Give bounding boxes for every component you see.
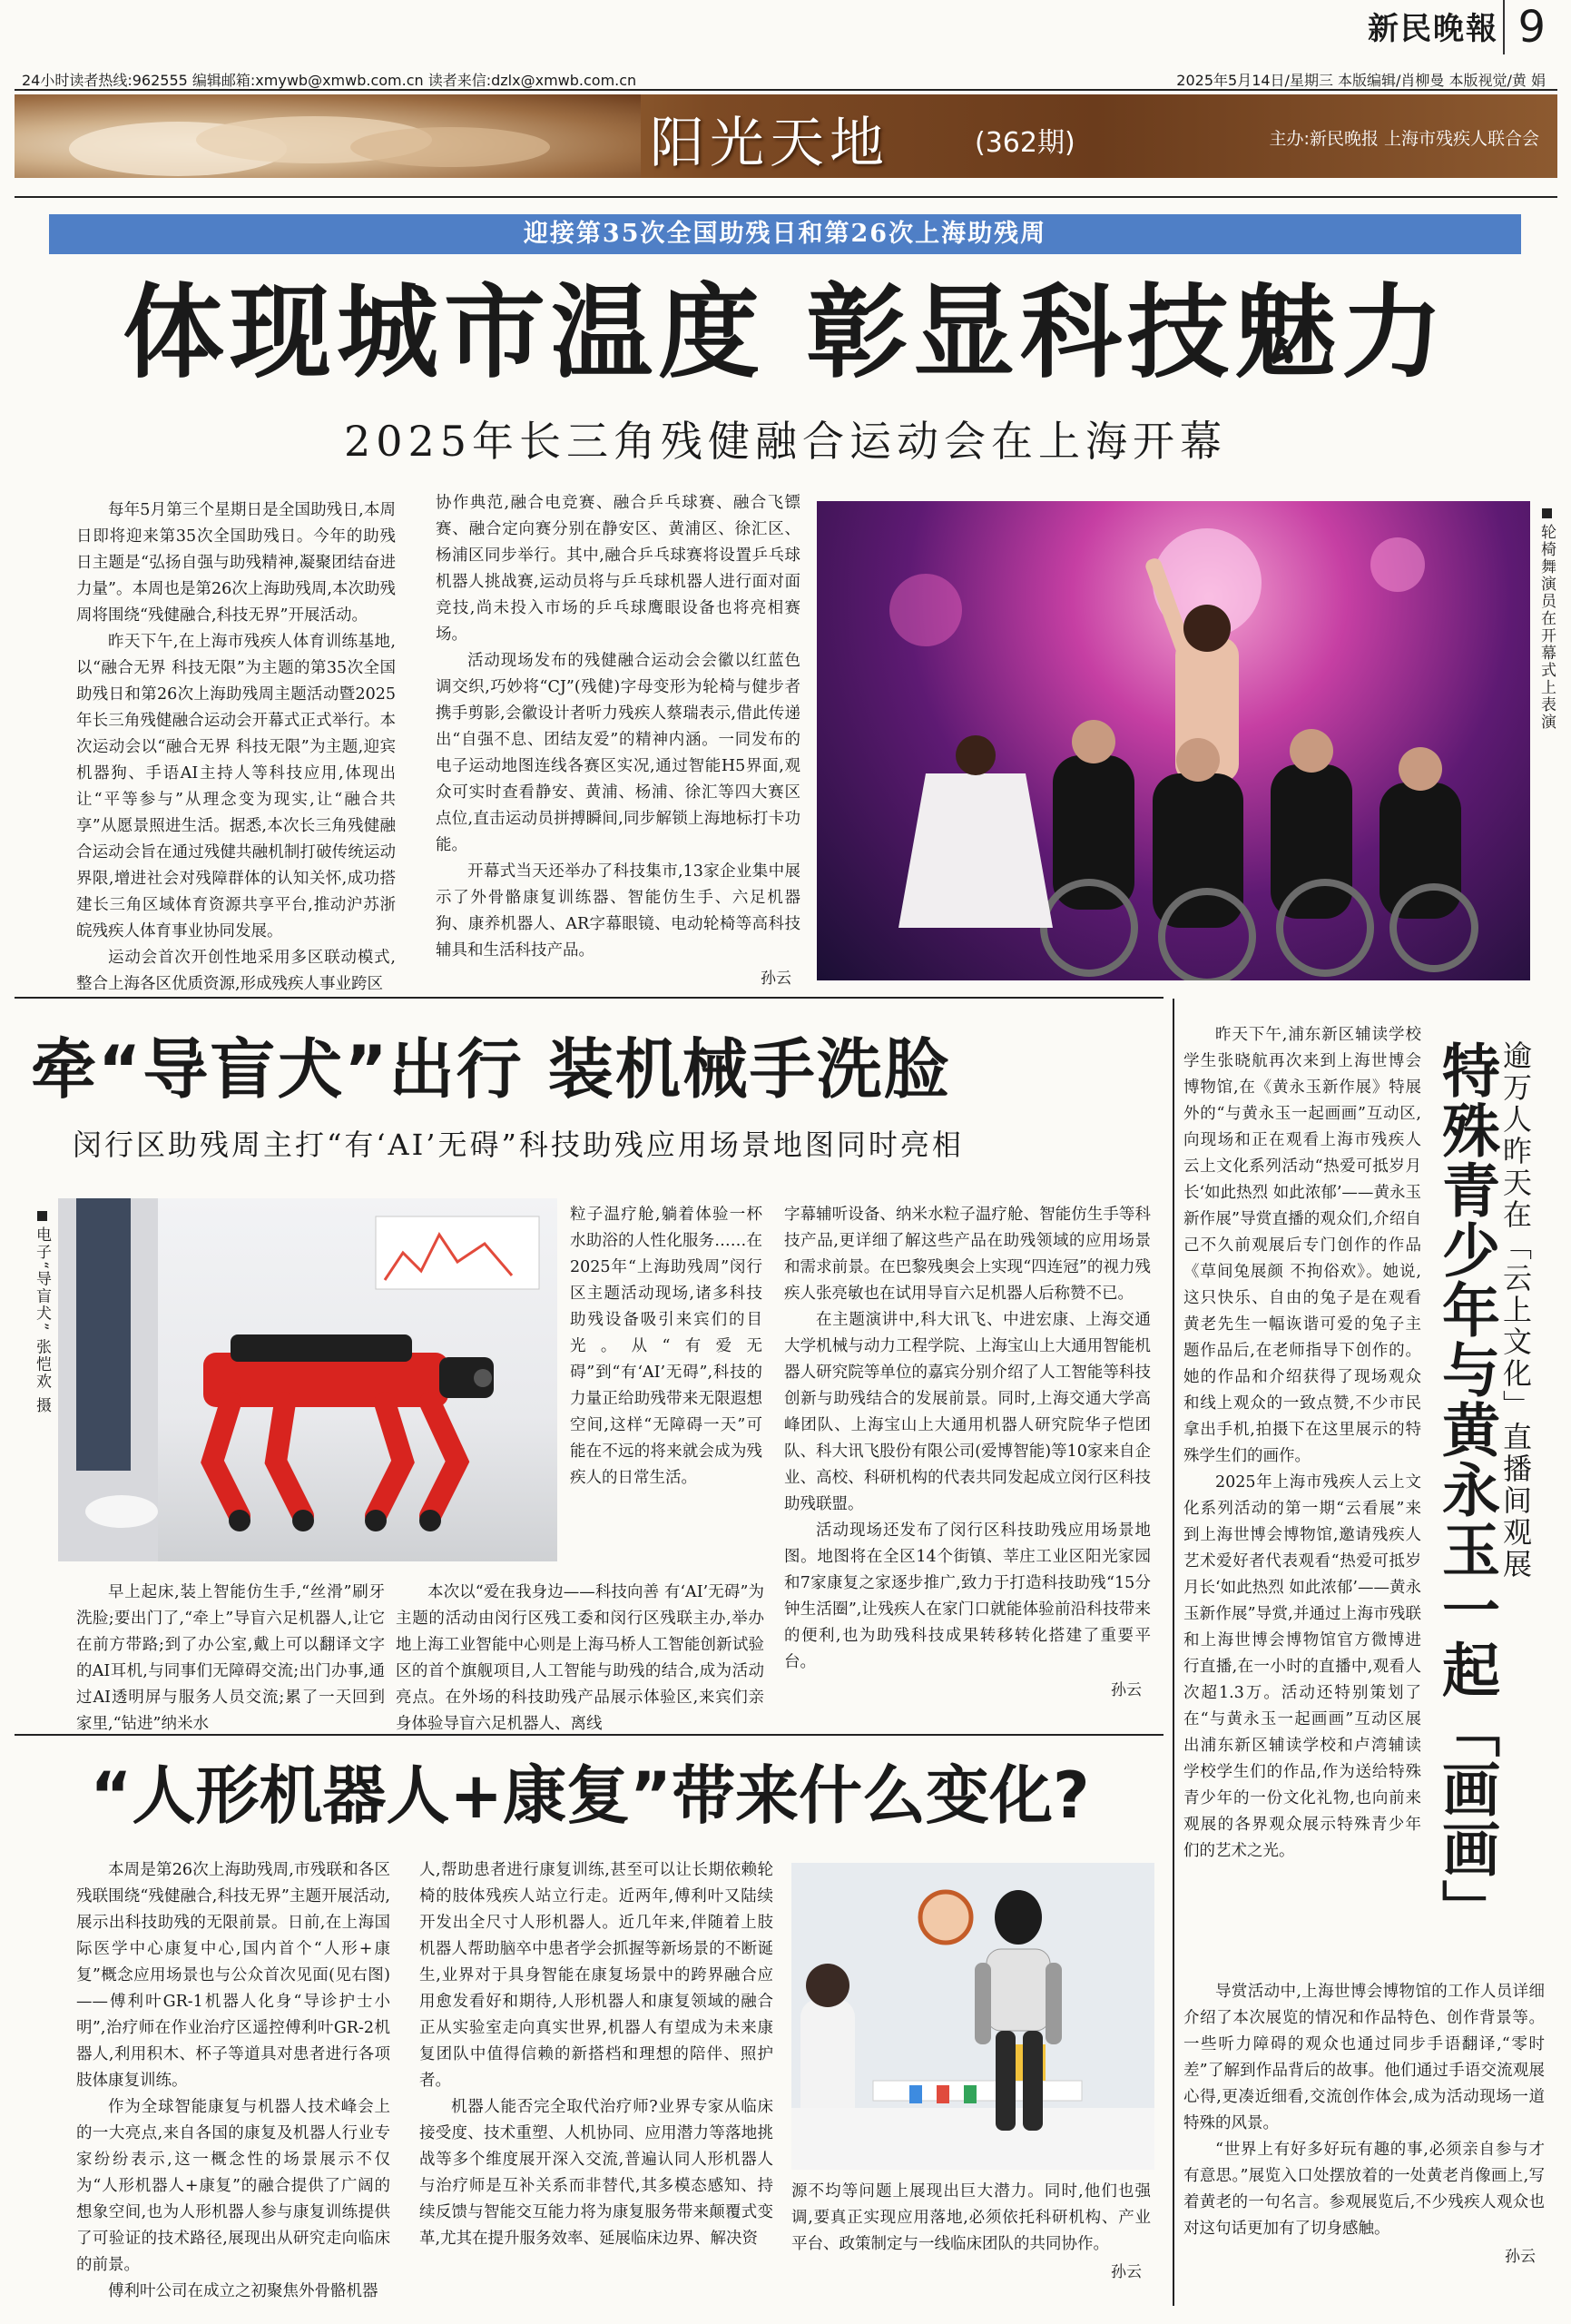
- article2-headline: 牵“导盲犬”出行 装机械手洗脸: [31, 1031, 951, 1108]
- date-line: 2025年5月14日/星期三 本版编辑/肖柳曼 本版视觉/黄 娟: [1176, 72, 1546, 89]
- article1-credit: 孙云: [761, 970, 791, 988]
- paragraph: 活动现场还发布了闵行区科技助残应用场景地图。地图将在全区14个街镇、莘庄工业区阳光家园和7家康复之家逐步推广,致力于打造科技助残“15分钟生活圈”,让残疾人在家门口就能体验前沿科技带来的便利,也为助残科技成果转移转化搭建了重要平台。: [784, 1521, 1151, 1671]
- paragraph: “世界上有好多好玩有趣的事,必须亲自参与才有意思。”展览入口处摆放着的一处黄老肖像画上,写着黄老的一句名言。参观展览后,不少残疾人观众也对这句话更加有了切身感触。: [1183, 2141, 1545, 2238]
- article1-headline: 体现城市温度 彰显科技魅力: [123, 274, 1448, 392]
- paragraph: 人,帮助患者进行康复训练,甚至可以让长期依赖轮椅的肢体残疾人站立行走。近两年,傅利叶又陆续开发出全尺寸人形机器人。近几年来,伴随着上肢机器人帮助脑卒中患者学会抓握等新场景的不断诞生,业界对于具身智能在康复场景中的跨界融合应用愈发看好和期待,人形机器人和康复领域的融合正从实验室走向真实世界,机器人有望成为未来康复团队中值得信赖的新搭档和理想的陪伴、照护者。: [419, 1861, 773, 2090]
- paragraph: 在主题演讲中,科大讯飞、中进宏康、上海交通大学机械与动力工程学院、上海宝山上大通用智能机器人研究院等单位的嘉宾分别介绍了人工智能等科技创新与助残结合的发展前景。同时,上海交通大学高峰团队、上海宝山上大通用机器人研究院华子恺团队、科大讯飞股份有限公司(爱博智能)等10家来自企业、高校、科研机构的代表共同发起成立闵行区科技助残联盟。: [784, 1311, 1151, 1513]
- paragraph: 运动会首次开创性地采用多区联动模式,整合上海各区优质资源,形成残疾人事业跨区: [76, 949, 396, 993]
- article2-column-1-below: [76, 1580, 385, 1738]
- header-rule: [15, 89, 1557, 91]
- dance-photo-caption: 轮椅舞演员在开幕式上表演: [1537, 508, 1556, 890]
- caption-marker: [37, 1211, 47, 1221]
- paragraph: 2025年上海市残疾人云上文化系列活动的第一期“云看展”来到上海世博会博物馆,邀请残疾人艺术爱好者代表观看“热爱可抵岁月长‘如此热烈 如此浓郁’——黄永玉新作展”导赏,并通过上海市残联和上海世博会博物馆官方微博进行直播,在一小时的直播中,观看人次超1.3万。活动还特别策划了在“与黄永玉一起画画”互动区展出浦东新区辅读学校和卢湾辅读学校学生们的作品,作为送给特殊青少年的一份文化礼物,也向前来观展的各界观众展示特殊青少年们的艺术之光。: [1183, 1473, 1421, 1860]
- article4-credit: 孙云: [1111, 2263, 1142, 2281]
- humanoid-robot-rehab-photo: [791, 1863, 1154, 2170]
- article2-subhead: 闵行区助残周主打“有‘AI’无碍”科技助残应用场景地图同时亮相: [73, 1128, 964, 1162]
- article4-column-1: [76, 1857, 390, 2305]
- kicker-bar: 迎接第35次全国助残日和第26次上海助残周: [49, 214, 1521, 254]
- paragraph: 源不均等问题上展现出巨大潜力。同时,他们也强调,要真正实现应用落地,必须依托科研机构、产业平台、政策制定与一线临床团队的共同协作。: [791, 2182, 1151, 2253]
- article4-column-3: [791, 2179, 1151, 2286]
- article3-body-lower: [1183, 1979, 1545, 2270]
- paragraph: 早上起床,装上智能仿生手,“丝滑”刷牙洗脸;要出门了,“牵上”导盲六足机器人,让它在前方带路;到了办公室,戴上可以翻译文字的AI耳机,与同事们无障碍交流;出门办事,通过AI透明屏与服务人员交流;累了一天回到家里,“钻进”纳米水: [76, 1583, 385, 1733]
- article1-subhead: 2025年长三角残健融合运动会在上海开幕: [343, 417, 1228, 466]
- newspaper-name: 新民晚報: [1368, 11, 1498, 47]
- paragraph: 傅利叶公司在成立之初聚焦外骨骼机器: [108, 2282, 378, 2300]
- article2-credit: 孙云: [1111, 1681, 1142, 1699]
- article1-column-2: [436, 490, 800, 992]
- article2-top-rule: [15, 997, 1164, 999]
- section-banner: [15, 94, 1557, 178]
- paragraph: 导赏活动中,上海世博会博物馆的工作人员详细介绍了本次展览的情况和作品特色、创作背景等。一些听力障碍的观众也通过同步手语翻译,“零时差”了解到作品背后的故事。他们通过手语交流观展心得,更凑近细看,交流创作体会,成为活动现场一道特殊的风景。: [1183, 1983, 1545, 2132]
- article4-top-rule: [15, 1734, 1164, 1736]
- paragraph: 作为全球智能康复与机器人技术峰会上的一大亮点,来自各国的康复及机器人行业专家纷纷表示,这一概念性的场景展示不仅为“人形机器人+康复”的融合提供了广阔的想象空间,也为人形机器人参与康复训练提供了可验证的技术路径,展现出从研究走向临床的前景。: [76, 2098, 390, 2274]
- article2-column-2-upper: [570, 1202, 762, 1492]
- page-number: 9: [1503, 0, 1546, 54]
- section-title: 阳光天地: [650, 112, 889, 175]
- article3-credit: 孙云: [1505, 2248, 1536, 2266]
- banner-hands-photo: [15, 94, 641, 178]
- paragraph: 昨天下午,浦东新区辅读学校学生张晓航再次来到上海世博会博物馆,在《黄永玉新作展》特展外的“与黄永玉一起画画”互动区,向现场和正在观看上海市残疾人云上文化系列活动“热爱可抵岁月长‘如此热烈 如此浓郁’——黄永玉新作展”导赏直播的观众们,介绍自己不久前观展后专门创作的作品《草间兔展颜 不拘俗欢》。她说,这只快乐、自由的兔子是在观看黄老先生一幅诙谐可爱的兔子主题作品后,在老师指导下创作的。她的作品和介绍获得了现场观众和线上观众的一致点赞,不少市民拿出手机,拍摄下在这里展示的特殊学生们的画作。: [1183, 1026, 1421, 1465]
- article1-column-1: [76, 497, 396, 998]
- article3-subhead: 逾万人昨天在「云上文化」直播间观展: [1498, 1040, 1533, 1581]
- paragraph: 活动现场发布的残健融合运动会会徽以红蓝色调交织,巧妙将“CJ”(残健)字母变形为轮椅与健步者携手剪影,会徽设计者听力残疾人蔡瑞表示,借此传递出“自强不息、团结友爱”的精神内涵。一同发布的电子运动地图连线各赛区实况,通过智能H5界面,观众可实时查看静安、黄浦、杨浦、徐汇等四大赛区点位,直击运动员拼搏瞬间,同步解锁上海地标打卡功能。: [436, 652, 800, 854]
- article4-headline: “人形机器人+康复”带来什么变化?: [90, 1758, 1090, 1833]
- hands-illustration: [15, 94, 641, 178]
- paragraph: 开幕式当天还举办了科技集市,13家企业集中展示了外骨骼康复训练器、智能仿生手、六足机器狗、康养机器人、AR字幕眼镜、电动轮椅等高科技辅具和生活科技产品。: [436, 862, 800, 960]
- issue-number: (362期): [975, 127, 1075, 159]
- section-host: 主办:新民晚报 上海市残疾人联合会: [1269, 129, 1539, 149]
- article3-headline: 特殊青少年与黄永玉一起「画画」: [1432, 1040, 1499, 1939]
- paragraph: 机器人能否完全取代治疗师?业界专家从临床接受度、技术重塑、人机协同、应用潜力等落地挑战等多个维度展开深入交流,普遍认同人形机器人与治疗师是互补关系而非替代,其多模态感知、持续反馈与智能交互能力将为康复服务带来颠覆式变革,尤其在提升服务效率、延展临床边界、解决资: [419, 2098, 773, 2248]
- article1-top-rule: [15, 196, 1557, 198]
- paragraph: 粒子温疗舱,躺着体验一杯水助浴的人性化服务……在2025年“上海助残周”闵行区主题活动现场,诸多科技助残设备吸引来宾们的目光。从“有爱无碍”到“有‘AI’无碍”,科技的力量正给助残带来无限遐想空间,这样“无障碍一天”可能在不远的将来就会成为残疾人的日常生活。: [570, 1206, 762, 1487]
- robotdog-photo-caption: 电子“导盲犬” 张恺欢 摄: [33, 1211, 51, 1483]
- robot-guide-dog-photo: [58, 1198, 557, 1561]
- hotline-line: 24小时读者热线:962555 编辑邮箱:xmywb@xmwb.com.cn 读者来信:dzlx@xmwb.com.cn: [22, 72, 637, 89]
- article2-column-3: [784, 1202, 1151, 1704]
- paragraph: 协作典范,融合电竞赛、融合乒乓球赛、融合飞镖赛、融合定向赛分别在静安区、黄浦区、徐汇区、杨浦区同步举行。其中,融合乒乓球赛将设置乒乓球机器人挑战赛,运动员将与乒乓球机器人进行面对面竞技,尚未投入市场的乒乓球鹰眼设备也将亮相赛场。: [436, 494, 800, 644]
- paragraph: 昨天下午,在上海市残疾人体育训练基地,以“融合无界 科技无限”为主题的第35次全国助残日和第26次上海助残周主题活动暨2025年长三角残健融合运动会开幕式正式举行。本次运动会以“融合无界 科技无限”为主题,迎宾机器狗、手语AI主持人等科技应用,体现出让“平等参与”从理念变为现实,让“融合共享”从愿景照进生活。据悉,本次长三角残健融合运动会旨在通过残健共融机制打破传统运动界限,增进社会对残障群体的认知关怀,成功搭建长三角区域体育资源共享平台,推动沪苏浙皖残疾人体育事业协同发展。: [76, 633, 396, 940]
- wheelchair-dance-photo: [817, 501, 1530, 980]
- humanoid-robot-illustration: [791, 1863, 1154, 2170]
- paragraph: 本周是第26次上海助残周,市残联和各区残联围绕“残健融合,科技无界”主题开展活动,展示出科技助残的无限前景。日前,在上海国际医学中心康复中心,国内首个“人形+康复”概念应用场景也与公众首次见面(见右图)——傅利叶GR-1机器人化身“导诊护士小明”,治疗师在作业治疗区遥控傅利叶GR-2机器人,利用积木、杯子等道具对患者进行各项肢体康复训练。: [76, 1861, 390, 2090]
- paragraph: 本次以“爱在我身边——科技向善 有‘AI’无碍”为主题的活动由闵行区残工委和闵行区残联主办,举办地上海工业智能中心则是上海马桥人工智能创新试验区的首个旗舰项目,人工智能与助残的结合,成为活动亮点。在外场的科技助残产品展示体验区,来宾们亲身体验导盲六足机器人、离线: [396, 1583, 764, 1733]
- robot-dog-illustration: [58, 1198, 557, 1561]
- article4-column-2: [419, 1857, 773, 2252]
- article3-body-upper: [1183, 1022, 1421, 1865]
- article2-column-2-lower: [396, 1580, 764, 1738]
- caption-marker: [1542, 508, 1552, 518]
- dance-stage-illustration: [817, 501, 1530, 980]
- paragraph: 每年5月第三个星期日是全国助残日,本周日即将迎来第35次全国助残日。今年的助残日主题是“弘扬自强与助残精神,凝聚团结奋进力量”。本周也是第26次上海助残周,本次助残周将围绕“残健融合,科技无界”开展活动。: [76, 501, 396, 625]
- paragraph: 字幕辅听设备、纳米水粒子温疗舱、智能仿生手等科技产品,更详细了解这些产品在助残领域的应用场景和需求前景。在巴黎残奥会上实现“四连冠”的视力残疾人张亮敏也在试用导盲六足机器人后称赞不已。: [784, 1206, 1151, 1303]
- article3-left-rule: [1173, 999, 1174, 2306]
